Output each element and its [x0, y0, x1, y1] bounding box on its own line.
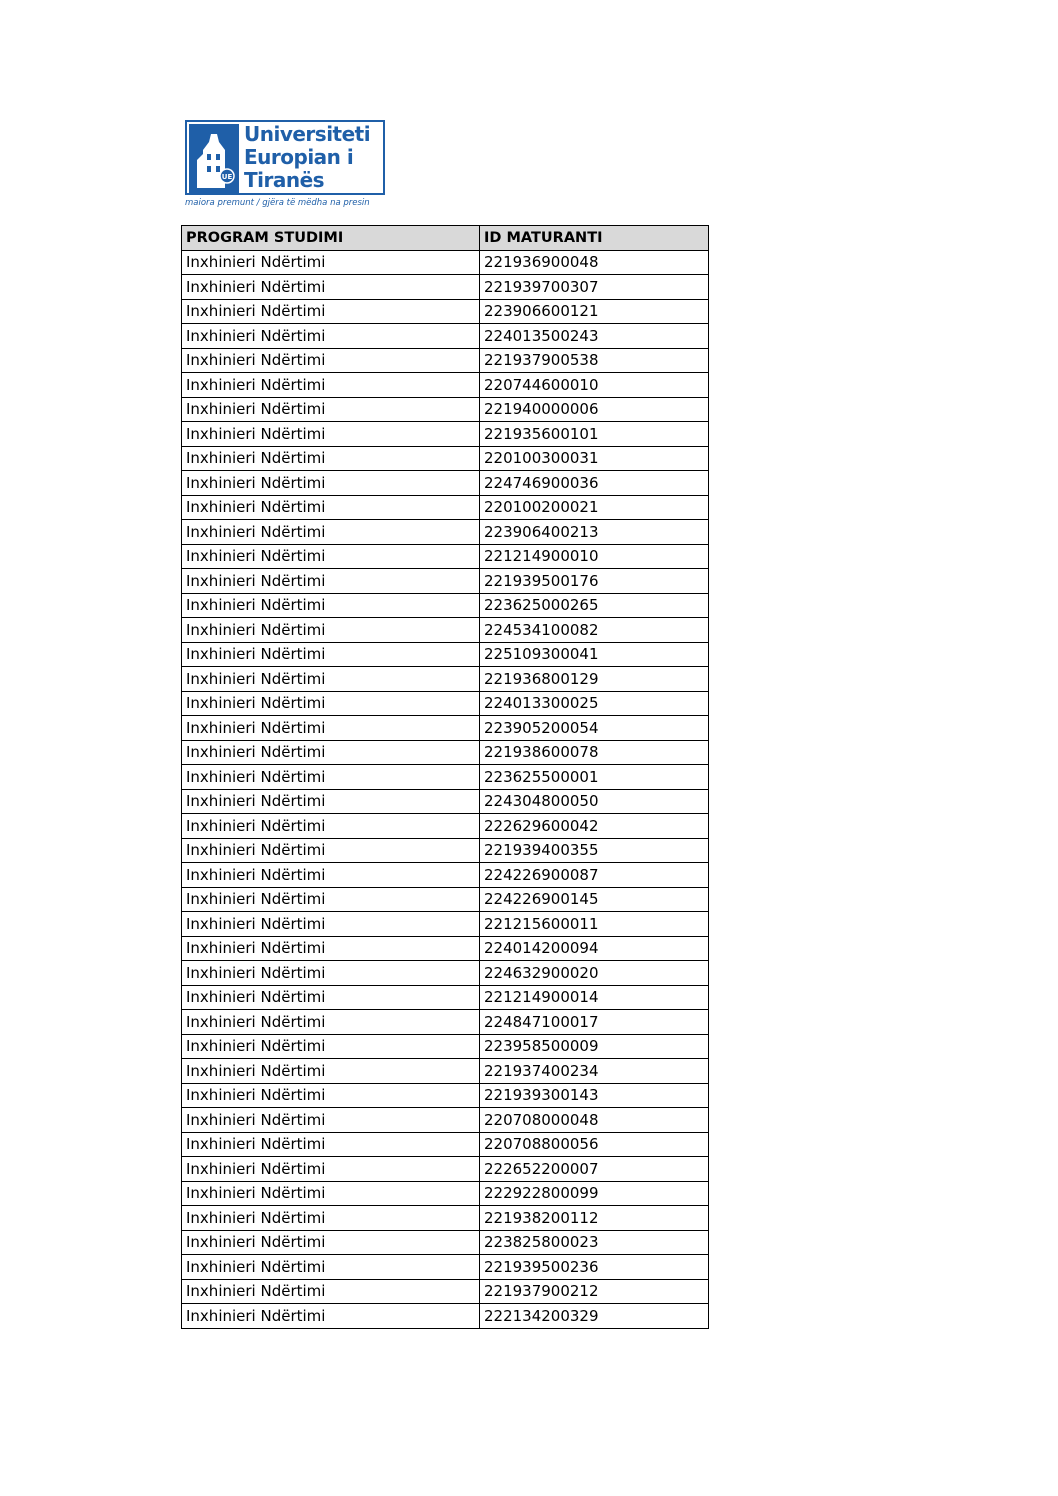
id-cell: 221939500176 [480, 569, 709, 594]
program-cell: Inxhinieri Ndërtimi [182, 520, 480, 545]
table-row [182, 275, 709, 300]
id-cell: 223625500001 [480, 765, 709, 790]
table-row [182, 1255, 709, 1280]
id-cell: 223825800023 [480, 1230, 709, 1255]
program-cell: Inxhinieri Ndërtimi [182, 1181, 480, 1206]
program-cell: Inxhinieri Ndërtimi [182, 912, 480, 937]
id-cell: 221937900538 [480, 348, 709, 373]
id-cell: 222629600042 [480, 814, 709, 839]
program-cell: Inxhinieri Ndërtimi [182, 740, 480, 765]
id-cell: 221936900048 [480, 250, 709, 275]
logo-frame [185, 120, 385, 195]
id-cell: 224226900087 [480, 863, 709, 888]
program-cell: Inxhinieri Ndërtimi [182, 985, 480, 1010]
table-row [182, 1279, 709, 1304]
logo-line-2: Europian i [244, 145, 354, 169]
id-cell: 220744600010 [480, 373, 709, 398]
program-cell: Inxhinieri Ndërtimi [182, 716, 480, 741]
program-cell: Inxhinieri Ndërtimi [182, 1083, 480, 1108]
id-cell: 224632900020 [480, 961, 709, 986]
id-cell: 221938200112 [480, 1206, 709, 1231]
university-logo [185, 120, 395, 210]
table-row [182, 1304, 709, 1329]
program-cell: Inxhinieri Ndërtimi [182, 299, 480, 324]
students-table [181, 225, 709, 1329]
logo-tagline: maiora premunt / gjëra të mëdha na presin [185, 198, 370, 208]
program-cell: Inxhinieri Ndërtimi [182, 936, 480, 961]
program-cell: Inxhinieri Ndërtimi [182, 373, 480, 398]
table-row [182, 912, 709, 937]
id-cell: 222922800099 [480, 1181, 709, 1206]
program-cell: Inxhinieri Ndërtimi [182, 397, 480, 422]
id-cell: 224847100017 [480, 1010, 709, 1035]
table-row [182, 691, 709, 716]
table-row [182, 1034, 709, 1059]
program-cell: Inxhinieri Ndërtimi [182, 569, 480, 594]
table-row [182, 740, 709, 765]
program-cell: Inxhinieri Ndërtimi [182, 863, 480, 888]
logo-wordmark [244, 123, 370, 192]
program-cell: Inxhinieri Ndërtimi [182, 887, 480, 912]
id-cell: 224226900145 [480, 887, 709, 912]
table-row [182, 618, 709, 643]
table-row [182, 765, 709, 790]
id-cell: 221940000006 [480, 397, 709, 422]
table-row [182, 422, 709, 447]
table-row [182, 716, 709, 741]
logo-line-1: Universiteti [244, 122, 371, 146]
column-header-id: ID MATURANTI [480, 226, 709, 251]
id-cell: 223906600121 [480, 299, 709, 324]
program-cell: Inxhinieri Ndërtimi [182, 544, 480, 569]
table-row [182, 814, 709, 839]
table-row [182, 838, 709, 863]
program-cell: Inxhinieri Ndërtimi [182, 1304, 480, 1329]
table-row [182, 863, 709, 888]
table-row [182, 1108, 709, 1133]
table-row [182, 397, 709, 422]
id-cell: 224013300025 [480, 691, 709, 716]
table-row [182, 373, 709, 398]
program-cell: Inxhinieri Ndërtimi [182, 324, 480, 349]
program-cell: Inxhinieri Ndërtimi [182, 667, 480, 692]
id-cell: 221214900010 [480, 544, 709, 569]
program-cell: Inxhinieri Ndërtimi [182, 1132, 480, 1157]
id-cell: 222652200007 [480, 1157, 709, 1182]
program-cell: Inxhinieri Ndërtimi [182, 961, 480, 986]
table-row [182, 887, 709, 912]
id-cell: 220708800056 [480, 1132, 709, 1157]
table-row [182, 544, 709, 569]
program-cell: Inxhinieri Ndërtimi [182, 1230, 480, 1255]
id-cell: 224534100082 [480, 618, 709, 643]
table-row [182, 348, 709, 373]
program-cell: Inxhinieri Ndërtimi [182, 838, 480, 863]
table-row [182, 250, 709, 275]
program-cell: Inxhinieri Ndërtimi [182, 618, 480, 643]
table-row [182, 1230, 709, 1255]
program-cell: Inxhinieri Ndërtimi [182, 1279, 480, 1304]
program-cell: Inxhinieri Ndërtimi [182, 814, 480, 839]
id-cell: 221214900014 [480, 985, 709, 1010]
table-row [182, 789, 709, 814]
program-cell: Inxhinieri Ndërtimi [182, 275, 480, 300]
table-row [182, 520, 709, 545]
table-row [182, 1083, 709, 1108]
table-row [182, 495, 709, 520]
program-cell: Inxhinieri Ndërtimi [182, 789, 480, 814]
id-cell: 221939400355 [480, 838, 709, 863]
program-cell: Inxhinieri Ndërtimi [182, 1108, 480, 1133]
table-row [182, 985, 709, 1010]
id-cell: 220708000048 [480, 1108, 709, 1133]
id-cell: 224013500243 [480, 324, 709, 349]
program-cell: Inxhinieri Ndërtimi [182, 446, 480, 471]
program-cell: Inxhinieri Ndërtimi [182, 1255, 480, 1280]
table-row [182, 1206, 709, 1231]
program-cell: Inxhinieri Ndërtimi [182, 1059, 480, 1084]
program-cell: Inxhinieri Ndërtimi [182, 348, 480, 373]
id-cell: 223906400213 [480, 520, 709, 545]
table-row [182, 1010, 709, 1035]
table-row [182, 1181, 709, 1206]
program-cell: Inxhinieri Ndërtimi [182, 691, 480, 716]
id-cell: 223905200054 [480, 716, 709, 741]
id-cell: 224304800050 [480, 789, 709, 814]
id-cell: 225109300041 [480, 642, 709, 667]
column-header-program: PROGRAM STUDIMI [182, 226, 480, 251]
building-emblem-icon [189, 124, 239, 195]
program-cell: Inxhinieri Ndërtimi [182, 1206, 480, 1231]
id-cell: 221215600011 [480, 912, 709, 937]
id-cell: 220100300031 [480, 446, 709, 471]
table-row [182, 471, 709, 496]
table-row [182, 642, 709, 667]
id-cell: 221939500236 [480, 1255, 709, 1280]
program-cell: Inxhinieri Ndërtimi [182, 1010, 480, 1035]
program-cell: Inxhinieri Ndërtimi [182, 765, 480, 790]
table-row [182, 1157, 709, 1182]
id-cell: 221936800129 [480, 667, 709, 692]
id-cell: 220100200021 [480, 495, 709, 520]
table-body [182, 250, 709, 1328]
table-row [182, 569, 709, 594]
id-cell: 221939300143 [480, 1083, 709, 1108]
program-cell: Inxhinieri Ndërtimi [182, 593, 480, 618]
id-cell: 221938600078 [480, 740, 709, 765]
id-cell: 221937400234 [480, 1059, 709, 1084]
id-cell: 223958500009 [480, 1034, 709, 1059]
table-row [182, 936, 709, 961]
program-cell: Inxhinieri Ndërtimi [182, 1034, 480, 1059]
table-row [182, 1132, 709, 1157]
program-cell: Inxhinieri Ndërtimi [182, 250, 480, 275]
table-row [182, 446, 709, 471]
svg-text:UE: UE [221, 173, 233, 181]
id-cell: 223625000265 [480, 593, 709, 618]
table-row [182, 667, 709, 692]
table-header-row [182, 226, 709, 251]
table-row [182, 1059, 709, 1084]
table-row [182, 324, 709, 349]
id-cell: 224014200094 [480, 936, 709, 961]
id-cell: 222134200329 [480, 1304, 709, 1329]
table-row [182, 593, 709, 618]
id-cell: 224746900036 [480, 471, 709, 496]
program-cell: Inxhinieri Ndërtimi [182, 471, 480, 496]
table-row [182, 299, 709, 324]
program-cell: Inxhinieri Ndërtimi [182, 642, 480, 667]
id-cell: 221939700307 [480, 275, 709, 300]
id-cell: 221935600101 [480, 422, 709, 447]
program-cell: Inxhinieri Ndërtimi [182, 422, 480, 447]
logo-line-3: Tiranës [244, 168, 325, 192]
program-cell: Inxhinieri Ndërtimi [182, 495, 480, 520]
id-cell: 221937900212 [480, 1279, 709, 1304]
program-cell: Inxhinieri Ndërtimi [182, 1157, 480, 1182]
table-row [182, 961, 709, 986]
